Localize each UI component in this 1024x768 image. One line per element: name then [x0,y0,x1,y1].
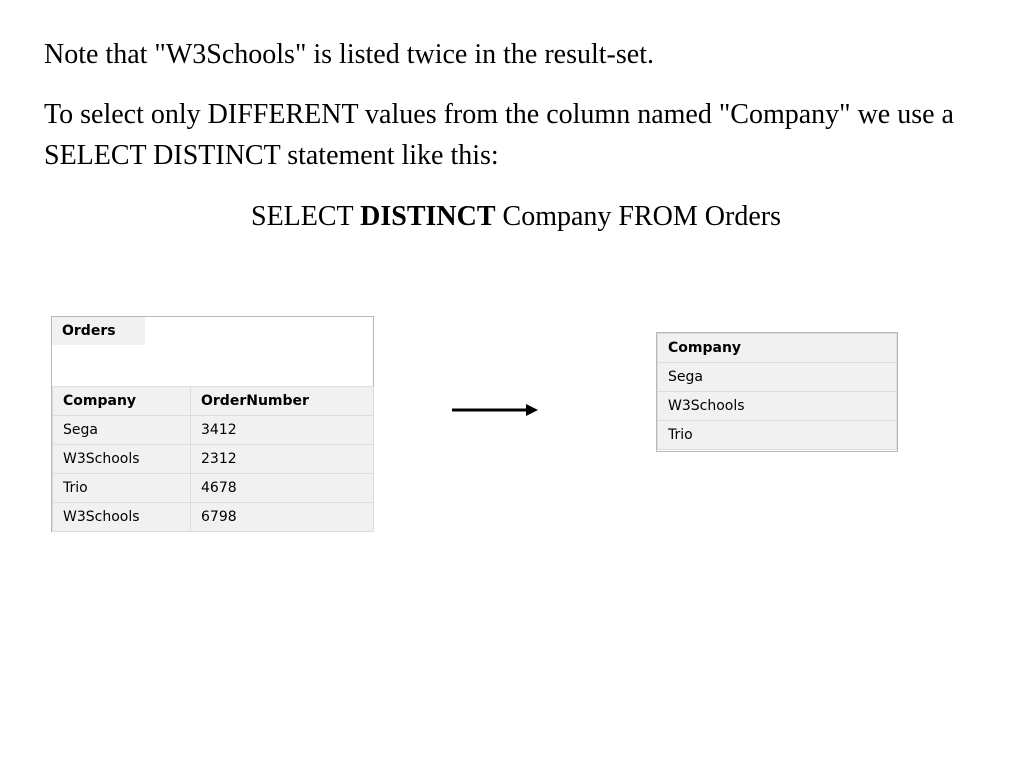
sql-select-keyword: SELECT [251,201,354,232]
orders-cell-ordernumber: 2312 [191,445,374,474]
orders-header-company: Company [53,387,191,416]
table-row [53,416,374,445]
table-row [658,421,897,450]
orders-header-ordernumber: OrderNumber [191,387,374,416]
result-header-row [658,334,897,363]
right-arrow-icon [452,400,542,420]
orders-table [52,386,374,532]
orders-cell-company: W3Schools [53,445,191,474]
table-row [53,474,374,503]
note-paragraph: Note that "W3Schools" is listed twice in the result-set. [44,39,654,70]
orders-header-row [53,387,374,416]
orders-cell-ordernumber: 3412 [191,416,374,445]
table-row [658,392,897,421]
instruction-paragraph: To select only DIFFERENT values from the column named "Company" we use a SELECT DISTINCT statement like this: [44,99,954,171]
orders-cell-company: Trio [53,474,191,503]
result-table [657,333,897,450]
orders-table-caption: Orders [52,317,145,345]
orders-cell-company: W3Schools [53,503,191,532]
sql-statement [0,196,1024,237]
result-cell-company: W3Schools [658,392,897,421]
orders-cell-ordernumber: 4678 [191,474,374,503]
sql-rest: Company FROM Orders [502,201,781,232]
table-row [53,503,374,532]
orders-cell-ordernumber: 6798 [191,503,374,532]
table-row [658,363,897,392]
result-cell-company: Trio [658,421,897,450]
sql-distinct-keyword: DISTINCT [360,201,496,232]
result-header-company: Company [658,334,897,363]
orders-cell-company: Sega [53,416,191,445]
table-row [53,445,374,474]
result-cell-company: Sega [658,363,897,392]
